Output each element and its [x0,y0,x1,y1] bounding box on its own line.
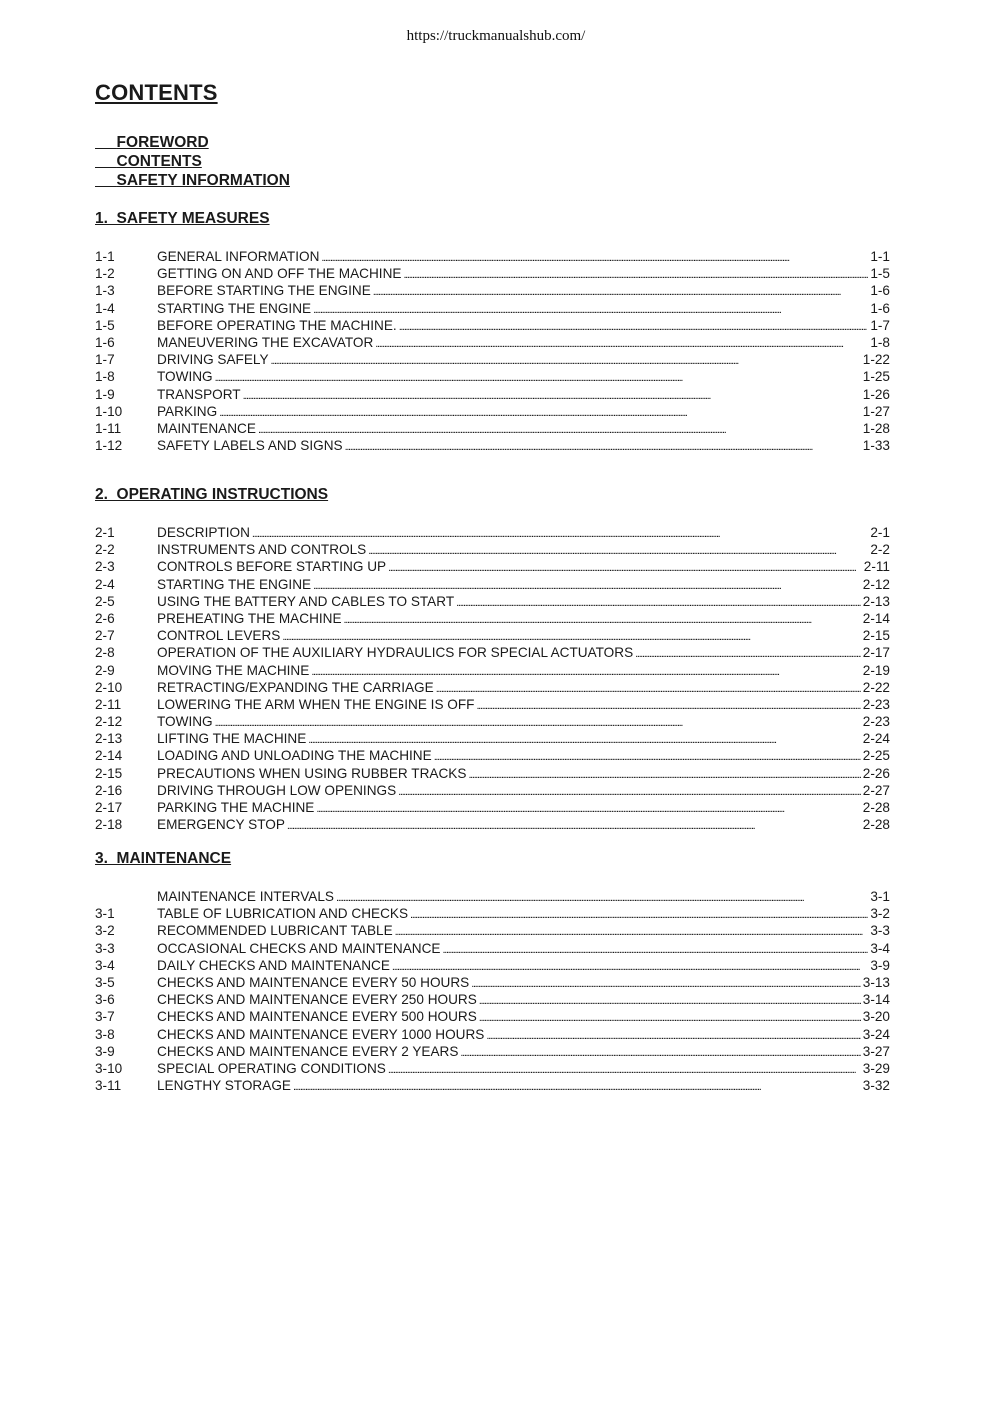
toc-entry[interactable] [95,816,890,833]
toc-entry-number: 3-9 [95,1043,115,1059]
toc-entry-label: TOWING [157,714,213,730]
toc-entry-label: STARTING THE ENGINE [157,576,312,592]
toc-entry-page: 3-3 [870,923,890,939]
toc-entry[interactable] [95,696,890,713]
toc-entry[interactable] [95,974,890,991]
toc-entry-page: 2-24 [862,731,890,747]
toc-entry[interactable] [95,265,890,282]
toc-entry[interactable] [95,403,890,420]
toc-entry-page: 1-6 [870,300,890,316]
toc-entry[interactable] [95,782,890,799]
toc-entry-page: 2-23 [862,714,890,730]
toc-entry[interactable] [95,334,890,351]
toc-entry-number: 1-9 [95,386,115,402]
toc-entry-number: 2-16 [95,782,123,798]
toc-entry[interactable] [95,730,890,747]
toc-entry-label: MOVING THE MACHINE [157,662,310,678]
toc-entry-number: 2-10 [95,679,123,695]
toc-entry-page: 2-28 [862,800,890,815]
toc-entry-label: CONTROL LEVERS [157,628,281,644]
toc-entry[interactable] [95,368,890,385]
section-list-3 [95,888,890,1094]
toc-entry[interactable] [95,541,890,558]
toc-entry[interactable] [95,765,890,782]
toc-entry-label: DESCRIPTION [157,525,250,540]
toc-entry[interactable] [95,991,890,1008]
toc-entry-page: 1-22 [862,352,890,368]
toc-entry-label: RETRACTING/EXPANDING THE CARRIAGE [157,679,434,695]
header-url[interactable]: https://truckmanualshub.com/ [406,28,586,44]
toc-entry-number: 2-4 [95,576,115,592]
section-heading-3[interactable]: 3. MAINTENANCE [95,850,232,867]
toc-entry-label: OPERATION OF THE AUXILIARY HYDRAULICS FOR SPECIAL ACTUATORS [157,645,634,661]
toc-entry-label: EMERGENCY STOP [157,817,285,833]
toc-entry-page: 2-14 [862,610,890,626]
toc-entry-number: 1-10 [95,403,123,419]
toc-entry-number: 2-13 [95,731,123,747]
toc-entry-label: CHECKS AND MAINTENANCE EVERY 1000 HOURS [157,1026,485,1042]
toc-entry[interactable] [95,317,890,334]
toc-entry-number: 2-11 [95,696,122,712]
toc-entry-number: 3-6 [95,992,115,1008]
toc-entry[interactable] [95,1008,890,1025]
toc-entry-label: DRIVING THROUGH LOW OPENINGS [157,782,397,798]
toc-entry-page: 2-2 [870,542,890,558]
toc-entry-page: 2-27 [862,782,890,798]
toc-entry-page: 3-1 [870,889,890,904]
toc-entry-number: 2-8 [95,645,115,661]
toc-entry-page: 3-29 [862,1060,890,1076]
toc-entry-page: 2-22 [862,679,890,695]
toc-entry[interactable] [95,1026,890,1043]
section-list-1 [95,248,890,454]
toc-entry-number: 2-3 [95,559,115,575]
toc-entry-number: 2-12 [95,714,123,730]
front-matter-list [95,133,290,190]
toc-entry-page: 2-19 [862,662,890,678]
toc-entry-number: 1-5 [95,317,115,333]
toc-entry-page: 2-25 [862,748,890,764]
toc-entry[interactable] [95,957,890,974]
front-matter-label: FOREWORD [116,134,209,151]
toc-entry-page: 3-14 [862,992,890,1008]
toc-entry-page: 2-17 [862,645,890,661]
toc-entry-number: 3-10 [95,1060,123,1076]
toc-entry-label: SPECIAL OPERATING CONDITIONS [157,1060,386,1076]
toc-entry-label: MANEUVERING THE EXCAVATOR [157,334,374,350]
toc-entry-page: 3-4 [870,940,890,956]
toc-entry[interactable] [95,300,890,317]
toc-entry[interactable] [95,282,890,299]
toc-entry-page: 2-12 [862,576,890,592]
section-list-2 [95,524,890,833]
toc-entry-label: LOWERING THE ARM WHEN THE ENGINE IS OFF [157,696,475,712]
toc-entry-page: 1-7 [870,317,890,333]
toc-entry-label: LOADING AND UNLOADING THE MACHINE [157,748,432,764]
toc-entry-page: 2-13 [862,593,890,609]
toc-entry-label: GENERAL INFORMATION [157,249,320,264]
toc-entry-number: 1-3 [95,283,115,299]
toc-entry[interactable] [95,905,890,922]
toc-entry-number: 2-2 [95,542,115,558]
toc-entry-page: 1-27 [862,403,890,419]
toc-entry-number: 3-8 [95,1026,115,1042]
toc-entry-number: 3-5 [95,974,115,990]
toc-entry-label: PARKING [157,403,218,419]
toc-entry[interactable] [95,1077,890,1094]
toc-entry-page: 3-20 [862,1009,890,1025]
toc-entry[interactable] [95,713,890,730]
toc-entry[interactable] [95,386,890,403]
toc-entry-number: 2-15 [95,765,123,781]
toc-entry[interactable] [95,644,890,661]
toc-entry-label: PREHEATING THE MACHINE [157,610,342,626]
section-heading-2[interactable]: 2. OPERATING INSTRUCTIONS [95,486,329,503]
toc-entry[interactable] [95,351,890,368]
toc-entry-page: 1-5 [870,266,890,282]
toc-entry-number: 2-14 [95,748,123,764]
toc-entry[interactable] [95,1060,890,1077]
toc-entry[interactable] [95,593,890,610]
front-matter-label: SAFETY INFORMATION [116,172,290,189]
toc-entry[interactable] [95,888,890,905]
toc-entry[interactable] [95,610,890,627]
toc-entry-page: 1-25 [862,369,890,385]
toc-entry-label: MAINTENANCE INTERVALS [157,889,335,904]
front-matter-item[interactable] [95,171,290,190]
toc-entry-page: 2-11 [863,559,890,575]
toc-entry-number: 1-2 [95,266,115,282]
toc-entry-page: 2-28 [862,817,890,833]
toc-entry-label: CHECKS AND MAINTENANCE EVERY 50 HOURS [157,974,470,990]
toc-entry-label: PARKING THE MACHINE [157,800,315,815]
toc-entry-label: INSTRUMENTS AND CONTROLS [157,542,367,558]
toc-entry[interactable] [95,940,890,957]
toc-entry[interactable] [95,524,890,541]
toc-dot-leader [345,437,861,456]
toc-entry[interactable] [95,1043,890,1060]
toc-entry[interactable] [95,627,890,644]
toc-entry-number: 3-3 [95,940,115,956]
toc-entry-page: 3-13 [862,974,890,990]
front-matter-label: CONTENTS [116,153,202,170]
toc-entry-number: 2-5 [95,593,115,609]
toc-entry-label: USING THE BATTERY AND CABLES TO START [157,593,455,609]
toc-entry-label: TOWING [157,369,213,385]
toc-entry-page: 1-26 [862,386,890,402]
toc-entry-number: 2-17 [95,800,123,815]
toc-entry-label: RECOMMENDED LUBRICANT TABLE [157,923,393,939]
toc-entry-number: 1-8 [95,369,115,385]
toc-entry-label: OCCASIONAL CHECKS AND MAINTENANCE [157,940,441,956]
toc-entry[interactable] [95,420,890,437]
toc-dot-leader [287,816,861,835]
front-matter-item[interactable] [95,152,290,171]
section-heading-1[interactable]: 1. SAFETY MEASURES [95,210,270,227]
toc-entry-label: CHECKS AND MAINTENANCE EVERY 250 HOURS [157,992,477,1008]
toc-entry[interactable] [95,437,890,454]
toc-entry-page: 1-33 [862,438,890,454]
toc-entry-page: 3-9 [870,957,890,973]
toc-entry-label: BEFORE OPERATING THE MACHINE. [157,317,397,333]
toc-entry[interactable] [95,679,890,696]
toc-entry-number: 1-1 [95,249,115,264]
toc-entry-label: GETTING ON AND OFF THE MACHINE [157,266,402,282]
toc-dot-leader [293,1077,861,1096]
toc-entry[interactable] [95,248,890,265]
toc-entry-label: LENGTHY STORAGE [157,1078,291,1094]
toc-entry-page: 1-8 [870,334,890,350]
toc-entry-number: 2-7 [95,628,115,644]
toc-entry-page: 1-6 [870,283,890,299]
toc-entry-number: 1-7 [95,352,115,368]
toc-entry[interactable] [95,662,890,679]
toc-entry-page: 3-27 [862,1043,890,1059]
toc-entry-page: 2-26 [862,765,890,781]
toc-entry-label: TRANSPORT [157,386,241,402]
toc-entry-number: 2-1 [95,525,115,540]
toc-entry-label: MAINTENANCE [157,420,256,436]
toc-entry[interactable] [95,922,890,939]
toc-entry-label: CONTROLS BEFORE STARTING UP [157,559,387,575]
toc-entry[interactable] [95,558,890,575]
toc-entry-number: 3-4 [95,957,115,973]
toc-entry-label: DAILY CHECKS AND MAINTENANCE [157,957,390,973]
toc-entry-page: 1-1 [870,249,890,264]
toc-entry-page: 3-2 [870,906,890,922]
toc-entry-number: 3-11 [95,1078,122,1094]
toc-entry-label: CHECKS AND MAINTENANCE EVERY 500 HOURS [157,1009,477,1025]
toc-entry-page: 1-28 [862,420,890,436]
toc-entry-number: 3-7 [95,1009,115,1025]
page-title: CONTENTS [95,80,218,105]
toc-entry-label: LIFTING THE MACHINE [157,731,307,747]
toc-entry-number: 2-18 [95,817,123,833]
toc-entry-label: DRIVING SAFELY [157,352,269,368]
toc-entry-label: PRECAUTIONS WHEN USING RUBBER TRACKS [157,765,467,781]
toc-entry-number: 1-4 [95,300,115,316]
toc-entry[interactable] [95,799,890,816]
toc-entry[interactable] [95,747,890,764]
toc-entry-page: 3-32 [862,1078,890,1094]
toc-entry-page: 2-23 [862,696,890,712]
toc-entry-number: 3-1 [95,906,115,922]
toc-entry-page: 2-15 [862,628,890,644]
toc-entry-number: 1-11 [95,420,122,436]
toc-entry-number: 1-12 [95,438,123,454]
toc-entry-number: 2-6 [95,610,115,626]
toc-entry-label: BEFORE STARTING THE ENGINE [157,283,371,299]
toc-entry-number: 1-6 [95,334,115,350]
toc-entry-page: 3-24 [862,1026,890,1042]
front-matter-item[interactable] [95,133,290,152]
toc-entry-label: SAFETY LABELS AND SIGNS [157,438,343,454]
toc-entry-page: 2-1 [870,525,890,540]
toc-entry-label: STARTING THE ENGINE [157,300,312,316]
toc-entry[interactable] [95,576,890,593]
toc-entry-number: 2-9 [95,662,115,678]
toc-entry-number: 3-2 [95,923,115,939]
toc-entry-label: CHECKS AND MAINTENANCE EVERY 2 YEARS [157,1043,459,1059]
toc-entry-label: TABLE OF LUBRICATION AND CHECKS [157,906,409,922]
